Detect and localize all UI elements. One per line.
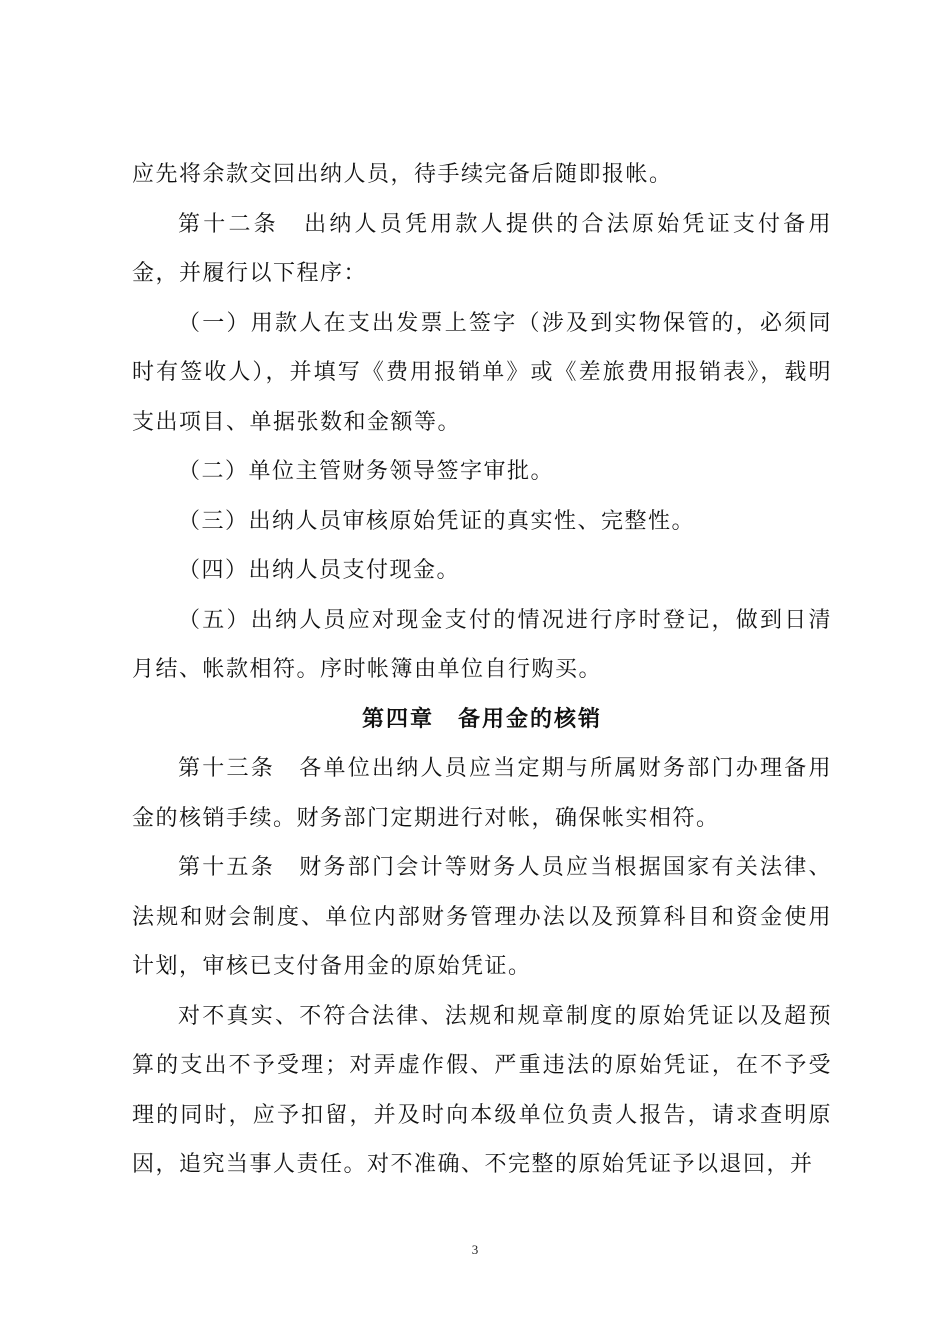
article-13: 第十三条 各单位出纳人员应当定期与所属财务部门办理备用金的核销手续。财务部门定期进行对帐，确保帐实相符。 bbox=[132, 756, 832, 831]
document-body bbox=[132, 150, 832, 1190]
procedure-item-5: （五）出纳人员应对现金支付的情况进行序时登记，做到日清月结、帐款相符。序时帐簿由单位自行购买。 bbox=[132, 607, 832, 682]
procedure-item-2: （二）单位主管财务领导签字审批。 bbox=[178, 459, 555, 484]
procedure-item-3: （三）出纳人员审核原始凭证的真实性、完整性。 bbox=[178, 508, 696, 534]
procedure-item-4: （四）出纳人员支付现金。 bbox=[178, 558, 461, 583]
procedure-item-1: （一）用款人在支出发票上签字（涉及到实物保管的，必须同时有签收人），并填写《费用报销单》或《差旅费用报销表》，载明支出项目、单据张数和金额等。 bbox=[132, 310, 832, 435]
paragraph-continuation: 应先将余款交回出纳人员，待手续完备后随即报帐。 bbox=[132, 162, 673, 187]
chapter-heading: 第四章 备用金的核销 bbox=[361, 706, 602, 732]
article-12: 第十二条 出纳人员凭用款人提供的合法原始凭证支付备用金，并履行以下程序： bbox=[132, 211, 832, 286]
article-15: 第十五条 财务部门会计等财务人员应当根据国家有关法律、法规和财会制度、单位内部财务管理办法以及预算科目和资金使用计划，审核已支付备用金的原始凭证。 bbox=[132, 855, 832, 979]
paragraph-review-rules: 对不真实、不符合法律、法规和规章制度的原始凭证以及超预算的支出不予受理；对弄虚作假、严重违法的原始凭证，在不予受理的同时，应予扣留，并及时向本级单位负责人报告，请求查明原因，追究当事人责任。对不准确、不完整的原始凭证予以退回，并 bbox=[132, 1003, 832, 1177]
page-number: 3 bbox=[471, 1242, 479, 1257]
